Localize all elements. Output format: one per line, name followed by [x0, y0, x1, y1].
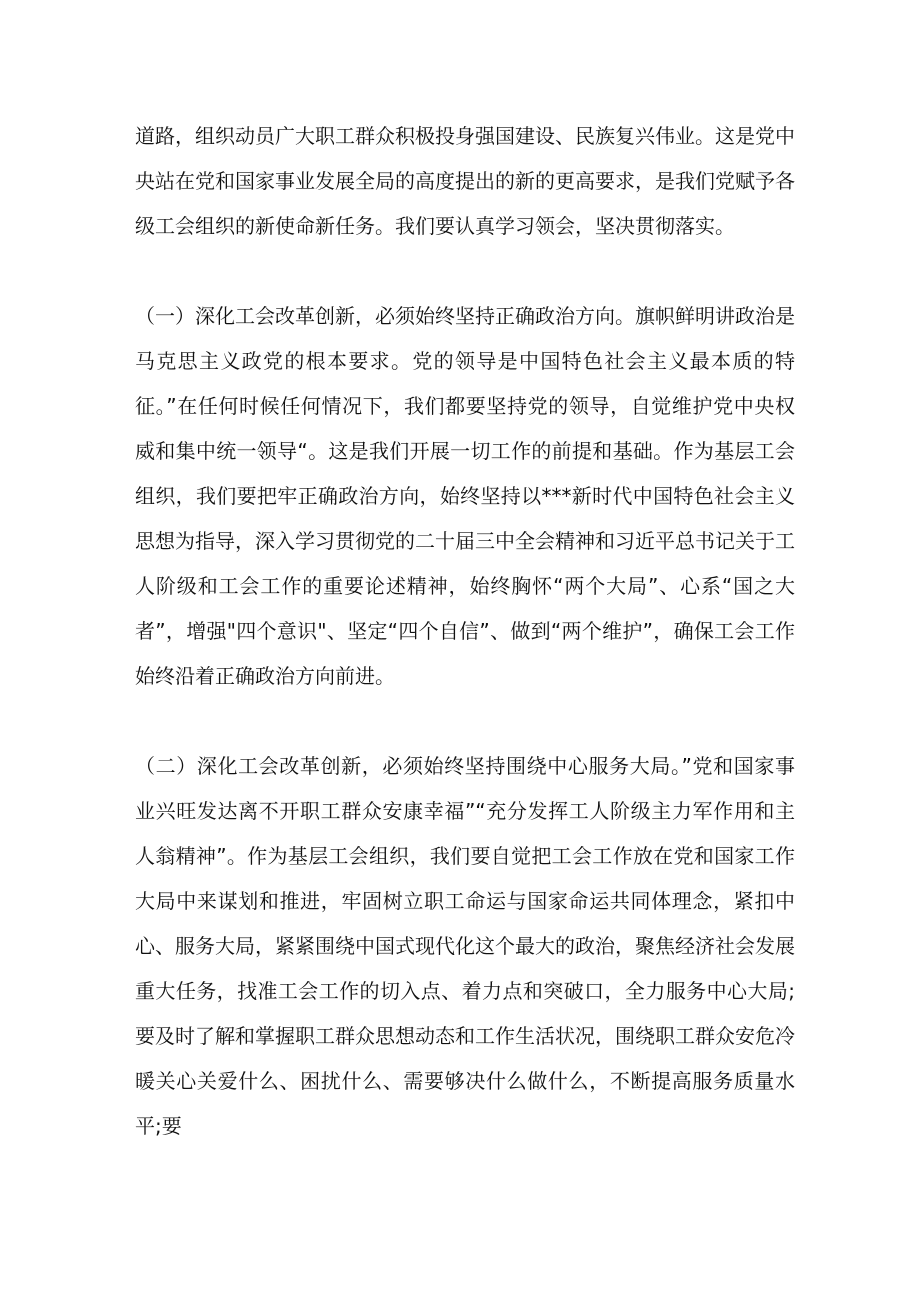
paragraph-intro-continuation: 道路，组织动员广大职工群众积极投身强国建设、民族复兴伟业。这是党中央站在党和国家事业发展全局的高度提出的新的更高要求，是我们党赋予各级工会组织的新使命新任务。我们要认真学习领会，坚决贯彻落实。 [135, 124, 795, 238]
paragraph-section-one: （一）深化工会改革创新，必须始终坚持正确政治方向。旗帜鲜明讲政治是马克思主义政党的根本要求。党的领导是中国特色社会主义最本质的特征。”在任何时候任何情况下，我们都要坚持党的领导，自觉维护党中央权威和集中统一领导“。这是我们开展一切工作的前提和基础。作为基层工会组织，我们要把牢正确政治方向，始终坚持以***新时代中国特色社会主义思想为指导，深入学习贯彻党的二十届三中全会精神和习近平总书记关于工人阶级和工会工作的重要论述精神，始终胸怀“两个大局”、心系“国之大者”，增强"四个意识"、坚定“四个自信”、做到“两个维护”，确保工会工作始终沿着正确政治方向前进。 [135, 304, 795, 688]
document-body [135, 114, 795, 1149]
paragraph-section-two: （二）深化工会改革创新，必须始终坚持围绕中心服务大局。”党和国家事业兴旺发达离不开职工群众安康幸福”“充分发挥工人阶级主力军作用和主人翁精神”。作为基层工会组织，我们要自觉把工会工作放在党和国家工作大局中来谋划和推进，牢固树立职工命运与国家命运共同体理念，紧扣中心、服务大局，紧紧围绕中国式现代化这个最大的政治，聚焦经济社会发展重大任务，找准工会工作的切入点、着力点和突破口，全力服务中心大局;要及时了解和掌握职工群众思想动态和工作生活状况，围绕职工群众安危冷暖关心关爱什么、困扰什么、需要够决什么做什么，不断提高服务质量水平;要 [135, 754, 795, 1138]
